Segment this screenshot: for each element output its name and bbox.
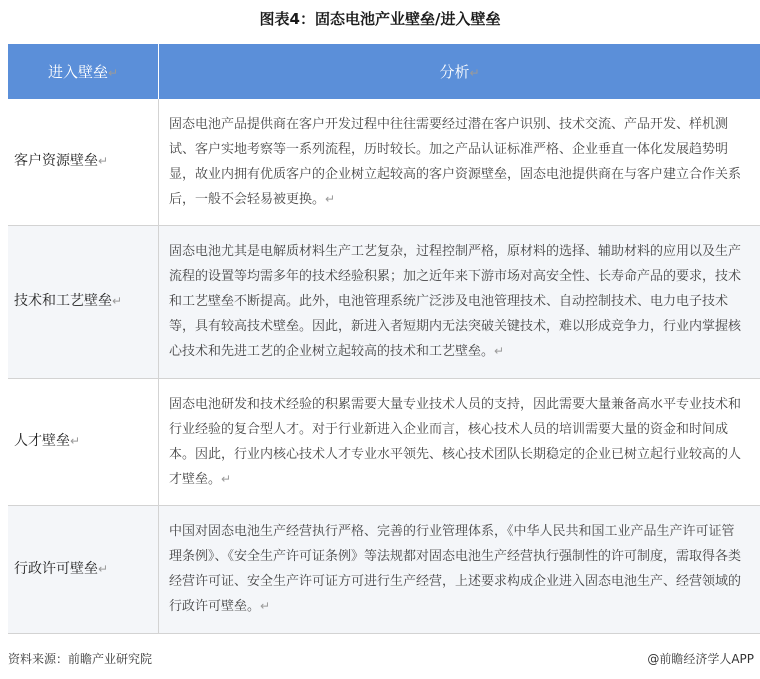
return-mark-icon: ↵ <box>325 191 336 206</box>
return-mark-icon: ↵ <box>260 599 271 613</box>
header-col1-label: 进入壁垒 <box>47 63 108 81</box>
return-mark-icon: ↵ <box>494 344 505 358</box>
table-row-customer <box>8 99 760 225</box>
row-label: 人才壁垒 <box>14 433 70 449</box>
row-label-cell <box>8 505 159 633</box>
row-label: 行政许可壁垒 <box>14 560 98 577</box>
row-analysis-cell <box>159 378 760 505</box>
row-analysis-cell <box>159 505 760 633</box>
table-row-technology <box>8 225 760 378</box>
header-analysis <box>159 44 760 99</box>
row-label: 客户资源壁垒 <box>14 153 98 170</box>
return-mark-icon: ↵ <box>107 66 119 80</box>
return-mark-icon: ↵ <box>70 434 81 448</box>
table-row-administrative <box>8 505 760 633</box>
row-analysis-cell <box>159 225 760 378</box>
brand-credit: @前瞻经济学人APP <box>647 652 754 666</box>
return-mark-icon: ↵ <box>469 66 480 80</box>
return-mark-icon: ↵ <box>98 154 109 169</box>
table-row-talent <box>8 378 760 505</box>
header-entry-barrier <box>8 44 159 99</box>
row-label-cell <box>8 99 159 225</box>
header-col2-label: 分析 <box>439 63 470 81</box>
table-header-row <box>8 44 760 99</box>
return-mark-icon: ↵ <box>112 294 123 308</box>
barrier-table <box>8 44 760 634</box>
row-label: 技术和工艺壁垒 <box>14 293 112 309</box>
return-mark-icon: ↵ <box>221 471 232 486</box>
row-analysis-cell <box>159 99 760 225</box>
row-label-cell <box>8 225 159 378</box>
row-analysis-text: 固态电池尤其是电解质材料生产工艺复杂，过程控制严格，原材料的选择、辅助材料的应用以及生产流程的设置等均需多年的技术经验积累；加之近年来下游市场对高安全性、长寿命产品的要求，技术和工艺壁垒不断提高。此外，电池管理系统广泛涉及电池管理技术、自动控制技术、电力电子技术等，具有较高技术壁垒。因此，新进入者短期内无法突破关键技术，难以形成竞争力，行业内掌握核心技术和先进工艺的企业树立起较高的技术和工艺壁垒。 <box>169 244 742 359</box>
return-mark-icon: ↵ <box>98 561 109 576</box>
source-note: 资料来源：前瞻产业研究院 <box>8 652 153 666</box>
row-analysis-text: 中国对固态电池生产经营执行严格、完善的行业管理体系，《中华人民共和国工业产品生产许可证管理条例》、《安全生产许可证条例》等法规都对固态电池生产经营执行强制性的许可制度，需取得各类经营许可证、安全生产许可证方可进行生产经营，上述要求构成企业进入固态电池生产、经营领域的行政许可壁垒。 <box>169 524 742 614</box>
row-label-cell <box>8 378 159 505</box>
figure-title: 图表4：固态电池产业壁垒/进入壁垒 <box>259 10 501 28</box>
row-analysis-text: 固态电池产品提供商在客户开发过程中往往需要经过潜在客户识别、技术交流、产品开发、样机测试、客户实地考察等一系列流程，历时较长。加之产品认证标准严格、企业垂直一体化发展趋势明显，故业内拥有优质客户的企业树立起较高的客户资源壁垒，固态电池提供商在与客户建立合作关系后，一般不会轻易被更换。 <box>169 116 742 207</box>
row-analysis-text: 固态电池研发和技术经验的积累需要大量专业技术人员的支持，因此需要大量兼备高水平专业技术和行业经验的复合型人才。对于行业新进入企业而言，核心技术人员的培训需要大量的资金和时间成本。因此，行业内核心技术人才专业水平领先、核心技术团队长期稳定的企业已树立起行业较高的人才壁垒。 <box>169 396 742 487</box>
